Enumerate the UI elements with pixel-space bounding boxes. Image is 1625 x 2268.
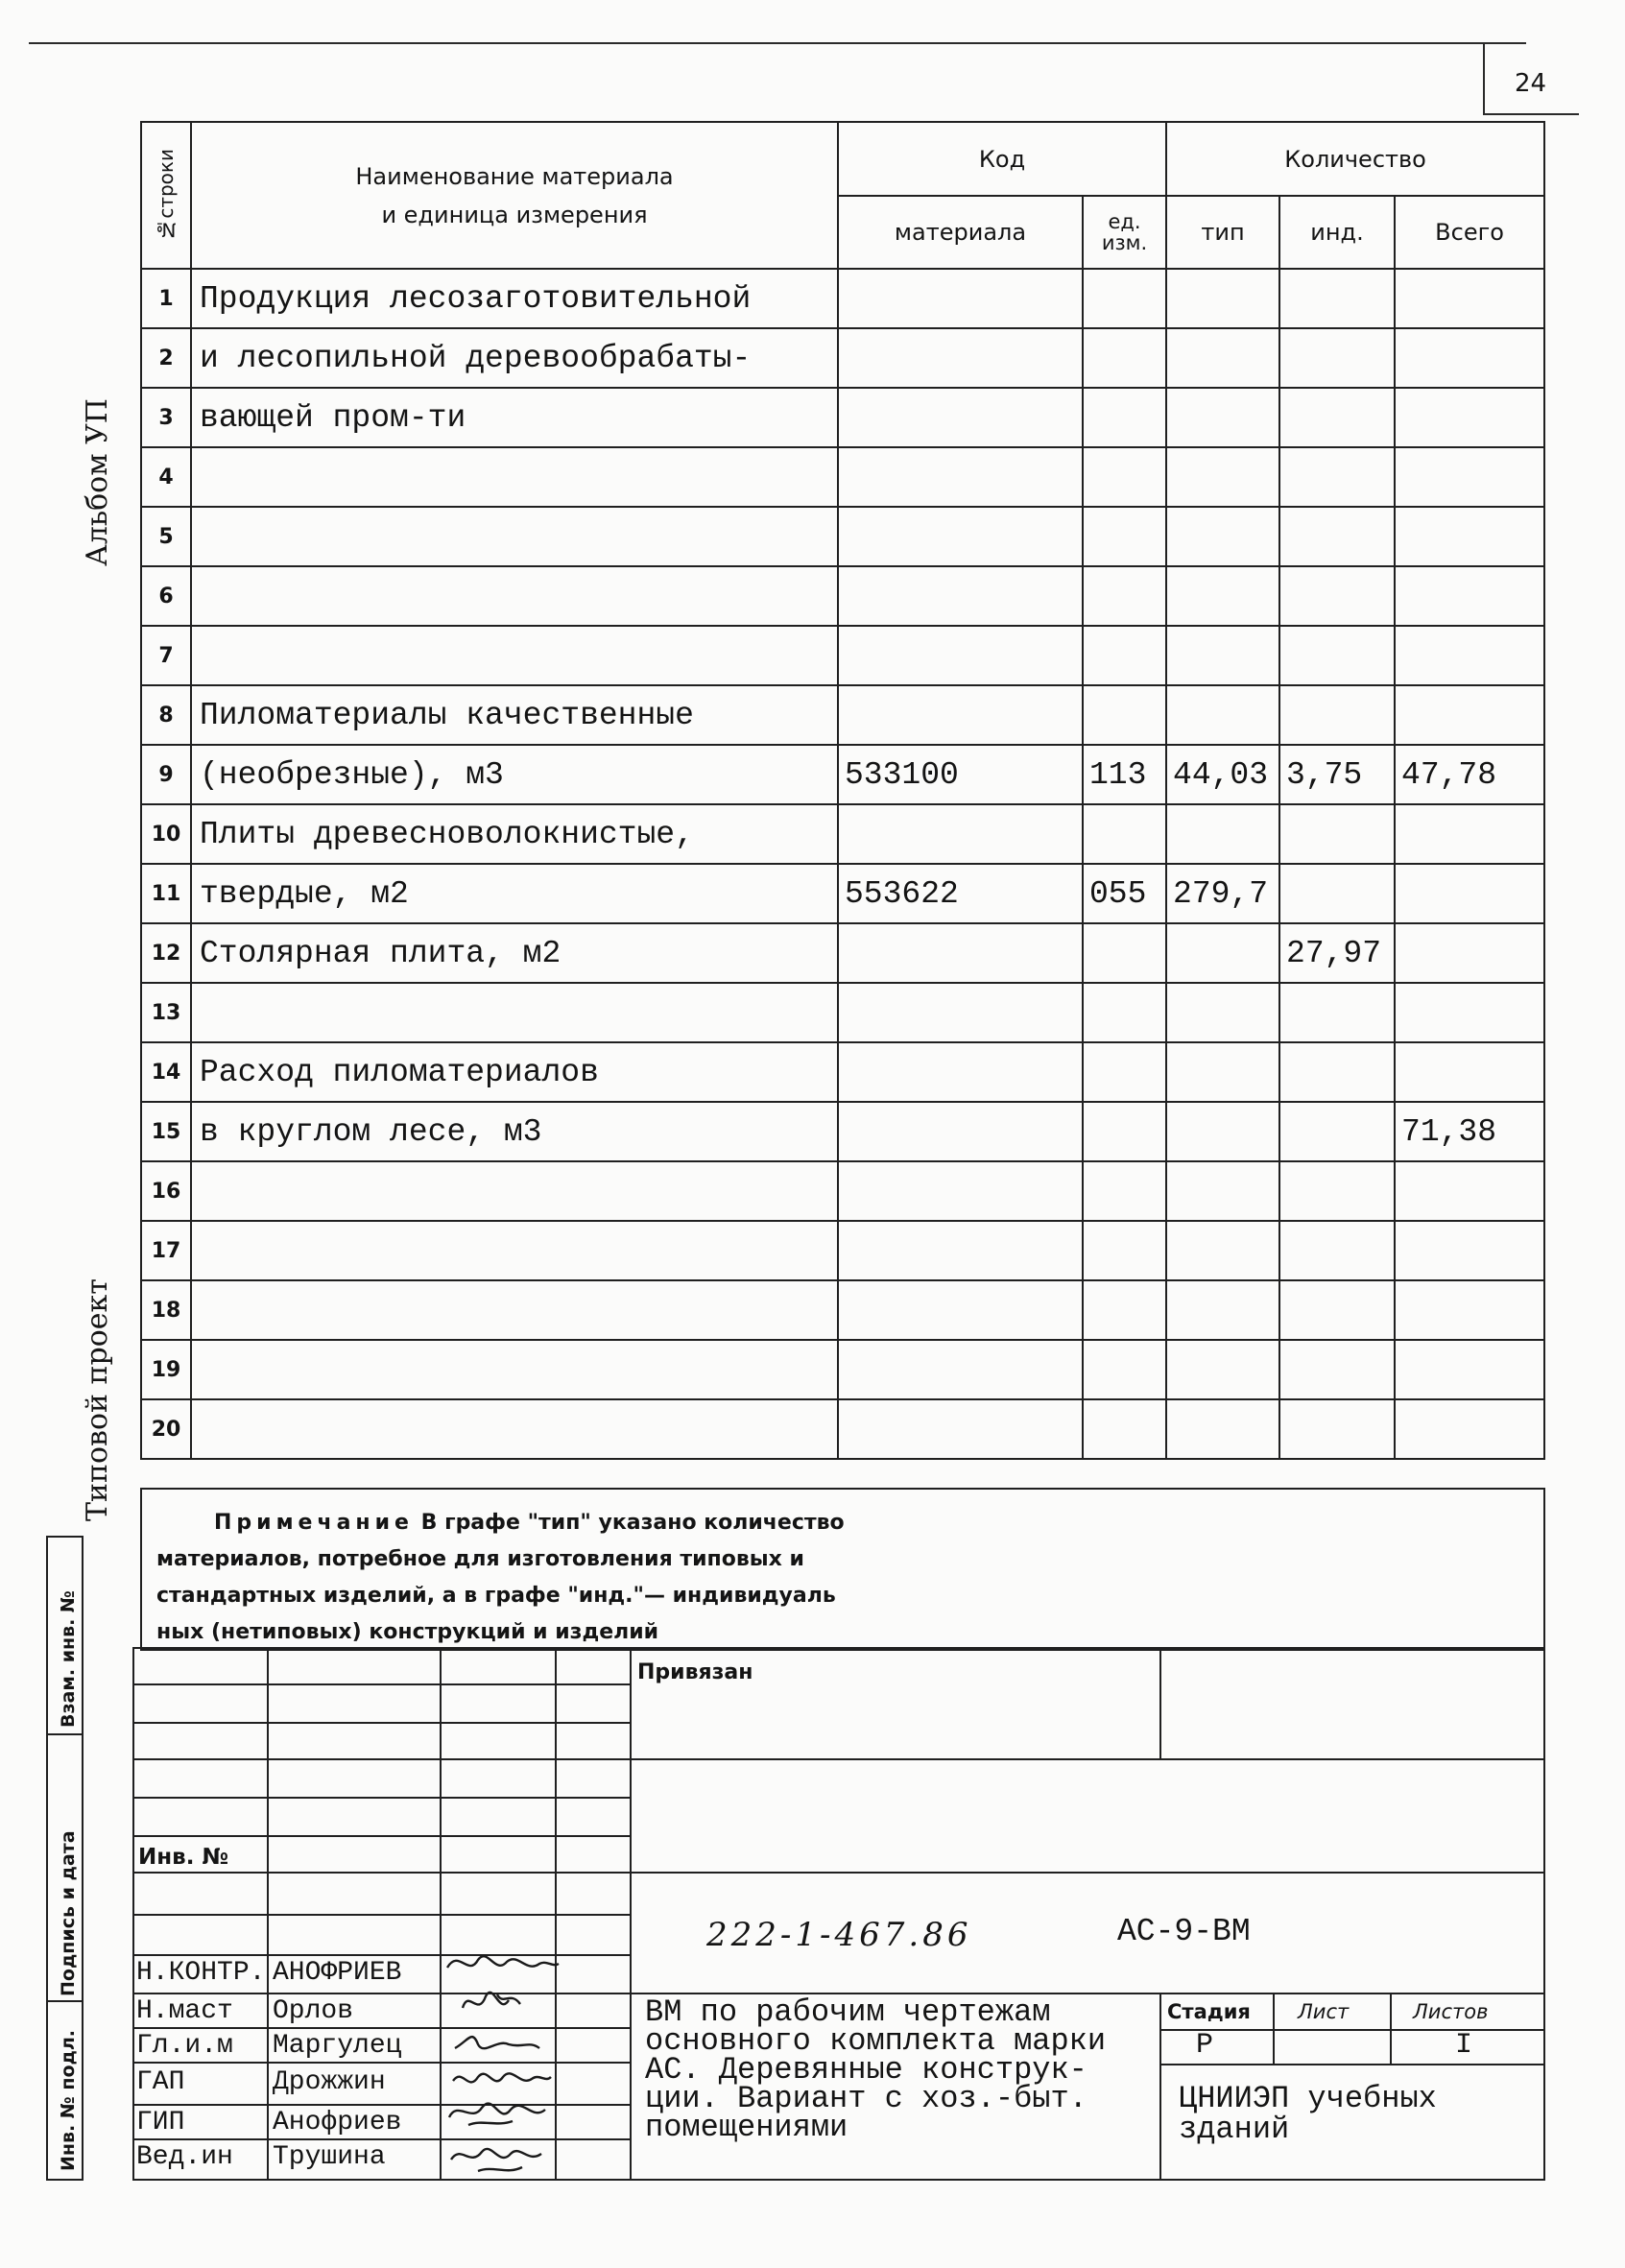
row-qty-ind [1279,1221,1395,1280]
row-qty-ind: 27,97 [1279,923,1395,983]
row-name [191,1280,838,1340]
note [156,1505,924,1651]
row-name: твердые, м2 [191,864,838,923]
row-material-code [838,626,1083,685]
row-qty-total [1395,983,1544,1042]
row-qty-total [1395,923,1544,983]
table-row [141,388,1544,447]
row-qty-ind: 3,75 [1279,745,1395,804]
page-number-underline [1483,113,1579,115]
header-code: Код [838,122,1166,196]
row-name: и лесопильной деревообрабаты- [191,328,838,388]
row-material-code [838,1399,1083,1459]
header-material: материала [838,196,1083,269]
row-material-code [838,804,1083,864]
row-unit-code [1083,983,1166,1042]
materials-table [140,121,1545,1460]
header-name [191,122,838,269]
row-number: 18 [141,1280,191,1340]
row-material-code [838,923,1083,983]
row-qty-ind [1279,1280,1395,1340]
sheets-label: Листов [1413,2000,1489,2023]
row-number: 13 [141,983,191,1042]
row-unit-code [1083,328,1166,388]
row-unit-code: 055 [1083,864,1166,923]
stamp-hline-5 [132,1835,632,1837]
row-unit-code [1083,447,1166,507]
row-material-code [838,685,1083,745]
row-material-code [838,388,1083,447]
table-row [141,1399,1544,1459]
row-material-code [838,328,1083,388]
stamp-hline-2 [132,1722,632,1724]
row-qty-ind [1279,804,1395,864]
row-qty-total [1395,566,1544,626]
row-qty-total [1395,447,1544,507]
page-number-divider [1483,42,1485,115]
row-unit-code [1083,1340,1166,1399]
side-label-album: Альбом УП [81,398,114,566]
signer-name: Маргулец [273,2031,402,2061]
table-body [141,269,1544,1459]
row-number: 1 [141,269,191,328]
row-qty-ind [1279,1102,1395,1161]
row-unit-code [1083,923,1166,983]
org-line2: зданий [1179,2112,1290,2147]
row-material-code [838,269,1083,328]
header-unit: ед. изм. [1083,196,1166,269]
row-number: 5 [141,507,191,566]
signer-name: АНОФРИЕВ [273,1958,402,1988]
row-name: (необрезные), м3 [191,745,838,804]
row-qty-total [1395,1280,1544,1340]
row-unit-code [1083,1280,1166,1340]
sheet-label: Лист [1298,2000,1350,2023]
row-qty-total [1395,388,1544,447]
table-row [141,507,1544,566]
table-row [141,269,1544,328]
row-qty-ind [1279,626,1395,685]
row-number: 4 [141,447,191,507]
row-qty-ind [1279,685,1395,745]
row-unit-code [1083,626,1166,685]
signature-6 [451,2149,541,2171]
row-qty-typ [1166,1102,1279,1161]
row-qty-total [1395,804,1544,864]
stamp-vline-stage [1159,1993,1161,2179]
row-number: 12 [141,923,191,983]
signer-role: Н.КОНТР. [136,1958,266,1988]
row-material-code [838,983,1083,1042]
row-qty-total: 47,78 [1395,745,1544,804]
row-name: в круглом лесе, м3 [191,1102,838,1161]
signer-role: ГАП [136,2067,185,2097]
row-qty-ind [1279,447,1395,507]
doc-title-line1: ВМ по рабочим чертежам [645,1994,1051,2030]
row-qty-ind [1279,328,1395,388]
table-row [141,1161,1544,1221]
side-label-podpis-data: Подпись и дата [58,1830,79,1996]
note-line4: ных (нетиповых) конструкций и изделий [156,1620,659,1644]
row-qty-total [1395,1161,1544,1221]
row-unit-code [1083,1102,1166,1161]
row-qty-typ [1166,685,1279,745]
row-number: 10 [141,804,191,864]
signer-role: Вед.ин [136,2142,233,2172]
row-qty-ind [1279,983,1395,1042]
row-qty-typ [1166,983,1279,1042]
row-name [191,566,838,626]
note-title: Примечание [214,1511,414,1535]
header-typ: тип [1166,196,1279,269]
row-qty-ind [1279,269,1395,328]
signature-5 [449,2104,545,2125]
stamp-vline-role [267,1647,269,2179]
doc-title-line5: помещениями [645,2110,848,2145]
header-name-line1: Наименование материала [355,162,674,190]
row-unit-code [1083,566,1166,626]
header-total: Всего [1395,196,1544,269]
row-number: 17 [141,1221,191,1280]
signer-name: Орлов [273,1996,354,2026]
table-row [141,1340,1544,1399]
row-qty-total [1395,1221,1544,1280]
row-qty-ind [1279,1340,1395,1399]
row-material-code [838,566,1083,626]
table-row [141,328,1544,388]
row-qty-total [1395,1399,1544,1459]
stamp-vline-org [1159,1647,1161,1758]
row-qty-typ [1166,626,1279,685]
table-row [141,447,1544,507]
row-unit-code [1083,804,1166,864]
row-qty-typ [1166,1340,1279,1399]
table-row [141,1280,1544,1340]
signature-4 [453,2073,551,2082]
doc-title-line3: АС. Деревянные конструк- [645,2052,1087,2088]
row-qty-total: 71,38 [1395,1102,1544,1161]
row-qty-typ [1166,566,1279,626]
row-name [191,1340,838,1399]
row-qty-ind [1279,1042,1395,1102]
row-name: Расход пиломатериалов [191,1042,838,1102]
row-material-code [838,1221,1083,1280]
row-number: 2 [141,328,191,388]
row-material-code [838,1340,1083,1399]
signer-role: ГИП [136,2108,185,2137]
signature-2 [463,1993,520,2008]
table-row [141,1221,1544,1280]
table-row [141,864,1544,923]
signer-role: Гл.и.м [136,2031,233,2061]
row-name [191,983,838,1042]
signer-role: Н.маст [136,1996,233,2026]
row-qty-typ [1166,1399,1279,1459]
stage-label: Стадия [1167,2000,1251,2023]
row-qty-typ [1166,1280,1279,1340]
doc-title [645,1994,1107,2145]
privyazan-label: Привязан [637,1660,753,1684]
stamp-hline-3 [132,1758,1543,1760]
table-row [141,983,1544,1042]
row-number: 8 [141,685,191,745]
sheets-value: I [1455,2029,1473,2062]
row-qty-ind [1279,1161,1395,1221]
row-qty-total [1395,269,1544,328]
table-row [141,566,1544,626]
row-qty-ind [1279,1399,1395,1459]
stage-value: Р [1196,2029,1214,2062]
stamp-hline-stage-val [1159,2064,1543,2065]
row-unit-code [1083,269,1166,328]
row-name: Пиломатериалы качественные [191,685,838,745]
row-material-code [838,1102,1083,1161]
stamp-hline-4 [132,1797,632,1799]
row-name: Плиты древесноволокнистые, [191,804,838,864]
side-strip-divider-2 [46,2000,82,2002]
row-qty-typ [1166,447,1279,507]
note-line2: материалов, потребное для изготовления типовых и [156,1547,804,1571]
doc-title-line2: основного комплекта марки [645,2023,1107,2059]
row-qty-typ [1166,507,1279,566]
header-name-line2: и единица измерения [381,201,648,228]
row-name [191,507,838,566]
row-qty-ind [1279,566,1395,626]
row-name: Продукция лесозаготовительной [191,269,838,328]
row-qty-typ [1166,388,1279,447]
stamp-vline-right [630,1647,632,2179]
row-material-code [838,1161,1083,1221]
row-qty-total [1395,1042,1544,1102]
row-name [191,1161,838,1221]
signatures [440,1948,564,2179]
doc-code: АС-9-ВМ [1117,1914,1251,1949]
doc-code-handwritten: 222-1-467.86 [706,1916,972,1954]
row-name [191,1221,838,1280]
row-qty-typ [1166,1221,1279,1280]
note-line1: В графе "тип" указано количество [420,1511,845,1535]
header-row-number: №строки [141,122,191,269]
row-number: 19 [141,1340,191,1399]
row-unit-code [1083,685,1166,745]
header-quantity: Количество [1166,122,1544,196]
row-unit-code [1083,1399,1166,1459]
stamp-hline-6 [132,1872,1543,1874]
table-row [141,745,1544,804]
signature-1 [447,1956,559,1968]
row-unit-code [1083,507,1166,566]
row-material-code [838,1280,1083,1340]
row-unit-code [1083,1042,1166,1102]
stamp-vline-sheet [1273,1993,1275,2065]
row-unit-code [1083,388,1166,447]
page-number: 24 [1515,69,1547,98]
side-label-vzam-inv: Взам. инв. № [58,1590,79,1728]
row-number: 20 [141,1399,191,1459]
row-name: вающей пром-ти [191,388,838,447]
stamp-hline-1 [132,1683,632,1685]
row-number: 14 [141,1042,191,1102]
row-material-code [838,1042,1083,1102]
side-strip-frame [46,1536,84,2181]
signature-3 [455,2037,539,2048]
row-material-code: 533100 [838,745,1083,804]
table-row [141,1042,1544,1102]
table-row [141,685,1544,745]
row-qty-typ [1166,328,1279,388]
org-line1: ЦНИИЭП учебных [1179,2081,1437,2116]
row-qty-total [1395,626,1544,685]
row-qty-total [1395,685,1544,745]
row-name [191,626,838,685]
row-qty-total [1395,328,1544,388]
row-material-code [838,447,1083,507]
row-name [191,1399,838,1459]
row-number: 16 [141,1161,191,1221]
row-number: 11 [141,864,191,923]
row-unit-code: 113 [1083,745,1166,804]
row-qty-total [1395,1340,1544,1399]
row-unit-code [1083,1161,1166,1221]
row-qty-typ [1166,923,1279,983]
row-qty-ind [1279,864,1395,923]
table-row [141,923,1544,983]
row-qty-typ [1166,1161,1279,1221]
row-number: 7 [141,626,191,685]
header-ind: инд. [1279,196,1395,269]
row-number: 9 [141,745,191,804]
signer-name: Дрожжин [273,2067,386,2097]
stamp-hline-stage-hdr [1159,2029,1543,2031]
row-number: 6 [141,566,191,626]
row-unit-code [1083,1221,1166,1280]
note-line3: стандартных изделий, а в графе "инд."— индивидуаль [156,1584,836,1608]
signer-name: Анофриев [273,2108,402,2137]
side-strip-divider-1 [46,1733,82,1735]
row-number: 15 [141,1102,191,1161]
stamp-hline-7 [132,1914,632,1916]
row-qty-ind [1279,507,1395,566]
row-material-code [838,507,1083,566]
row-number: 3 [141,388,191,447]
row-qty-typ [1166,1042,1279,1102]
doc-title-line4: ции. Вариант с хоз.-быт. [645,2081,1087,2116]
table-row [141,1102,1544,1161]
inv-no-label: Инв. № [138,1845,229,1870]
row-qty-typ [1166,269,1279,328]
row-qty-typ [1166,804,1279,864]
signer-name: Трушина [273,2142,386,2172]
side-label-project: Типовой проект [81,1278,114,1521]
row-qty-total [1395,507,1544,566]
row-name [191,447,838,507]
row-name: Столярная плита, м2 [191,923,838,983]
stamp-vline-sheets [1390,1993,1392,2065]
row-qty-typ: 279,7 [1166,864,1279,923]
table-row [141,626,1544,685]
top-rule [29,42,1526,44]
row-qty-typ: 44,03 [1166,745,1279,804]
table-row [141,804,1544,864]
side-label-inv-podl: Инв. № подл. [58,2029,79,2171]
row-material-code: 553622 [838,864,1083,923]
row-qty-ind [1279,388,1395,447]
row-qty-total [1395,864,1544,923]
